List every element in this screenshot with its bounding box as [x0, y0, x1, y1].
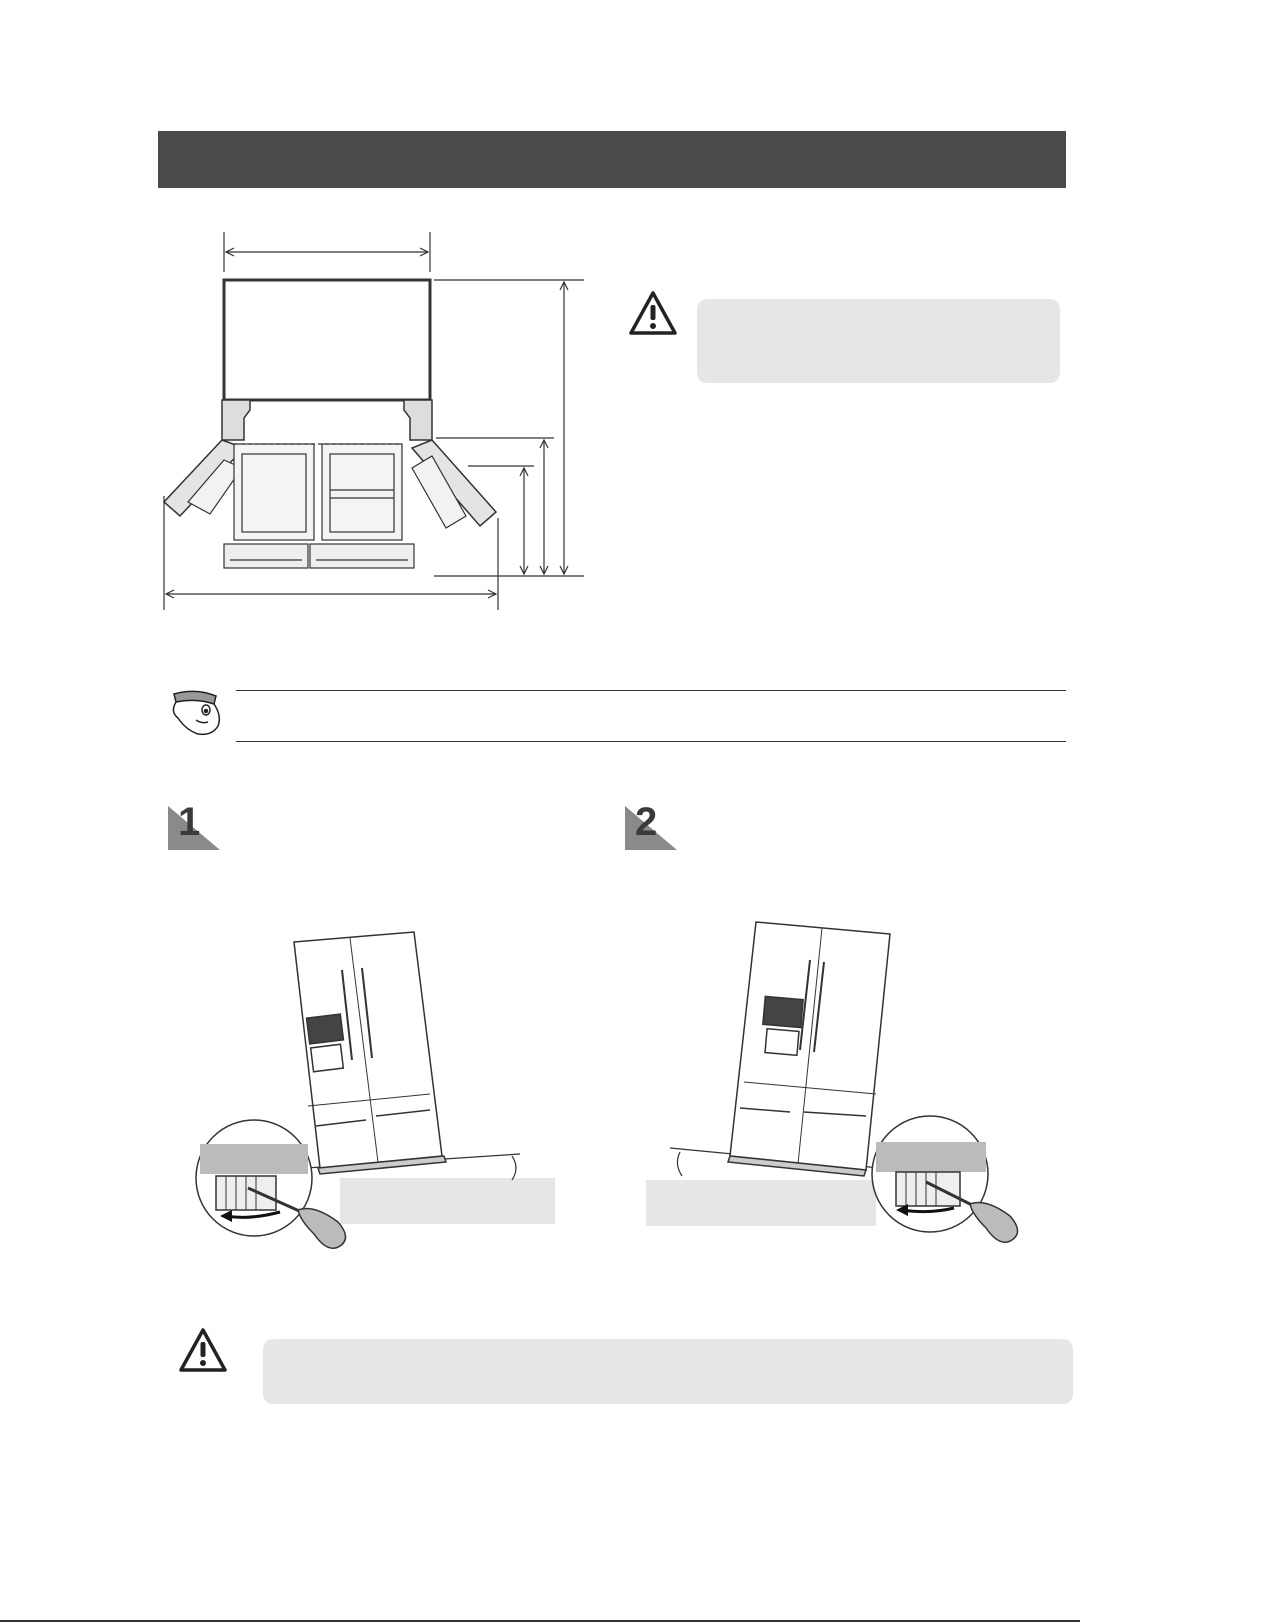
note-text	[246, 698, 1056, 738]
caution-text-top	[697, 299, 1060, 327]
step-2-badge	[625, 800, 677, 850]
caution-text-bottom	[263, 1339, 1073, 1367]
step-1-number: 1	[178, 800, 201, 844]
page-bottom-rule	[0, 1620, 1080, 1622]
caution-box-bottom	[263, 1339, 1073, 1404]
note-top-rule	[236, 690, 1066, 691]
step-2-illustration	[640, 910, 1060, 1250]
warning-triangle-icon	[628, 290, 678, 336]
section-header-bar	[158, 131, 1066, 188]
step-2-number: 2	[635, 800, 658, 844]
warning-triangle-icon	[178, 1327, 228, 1373]
step-1-illustration	[190, 920, 570, 1260]
step-1-badge	[168, 800, 220, 850]
caution-box-top	[697, 299, 1060, 383]
note-bottom-rule	[236, 741, 1066, 742]
note-mascot-icon	[168, 690, 224, 736]
